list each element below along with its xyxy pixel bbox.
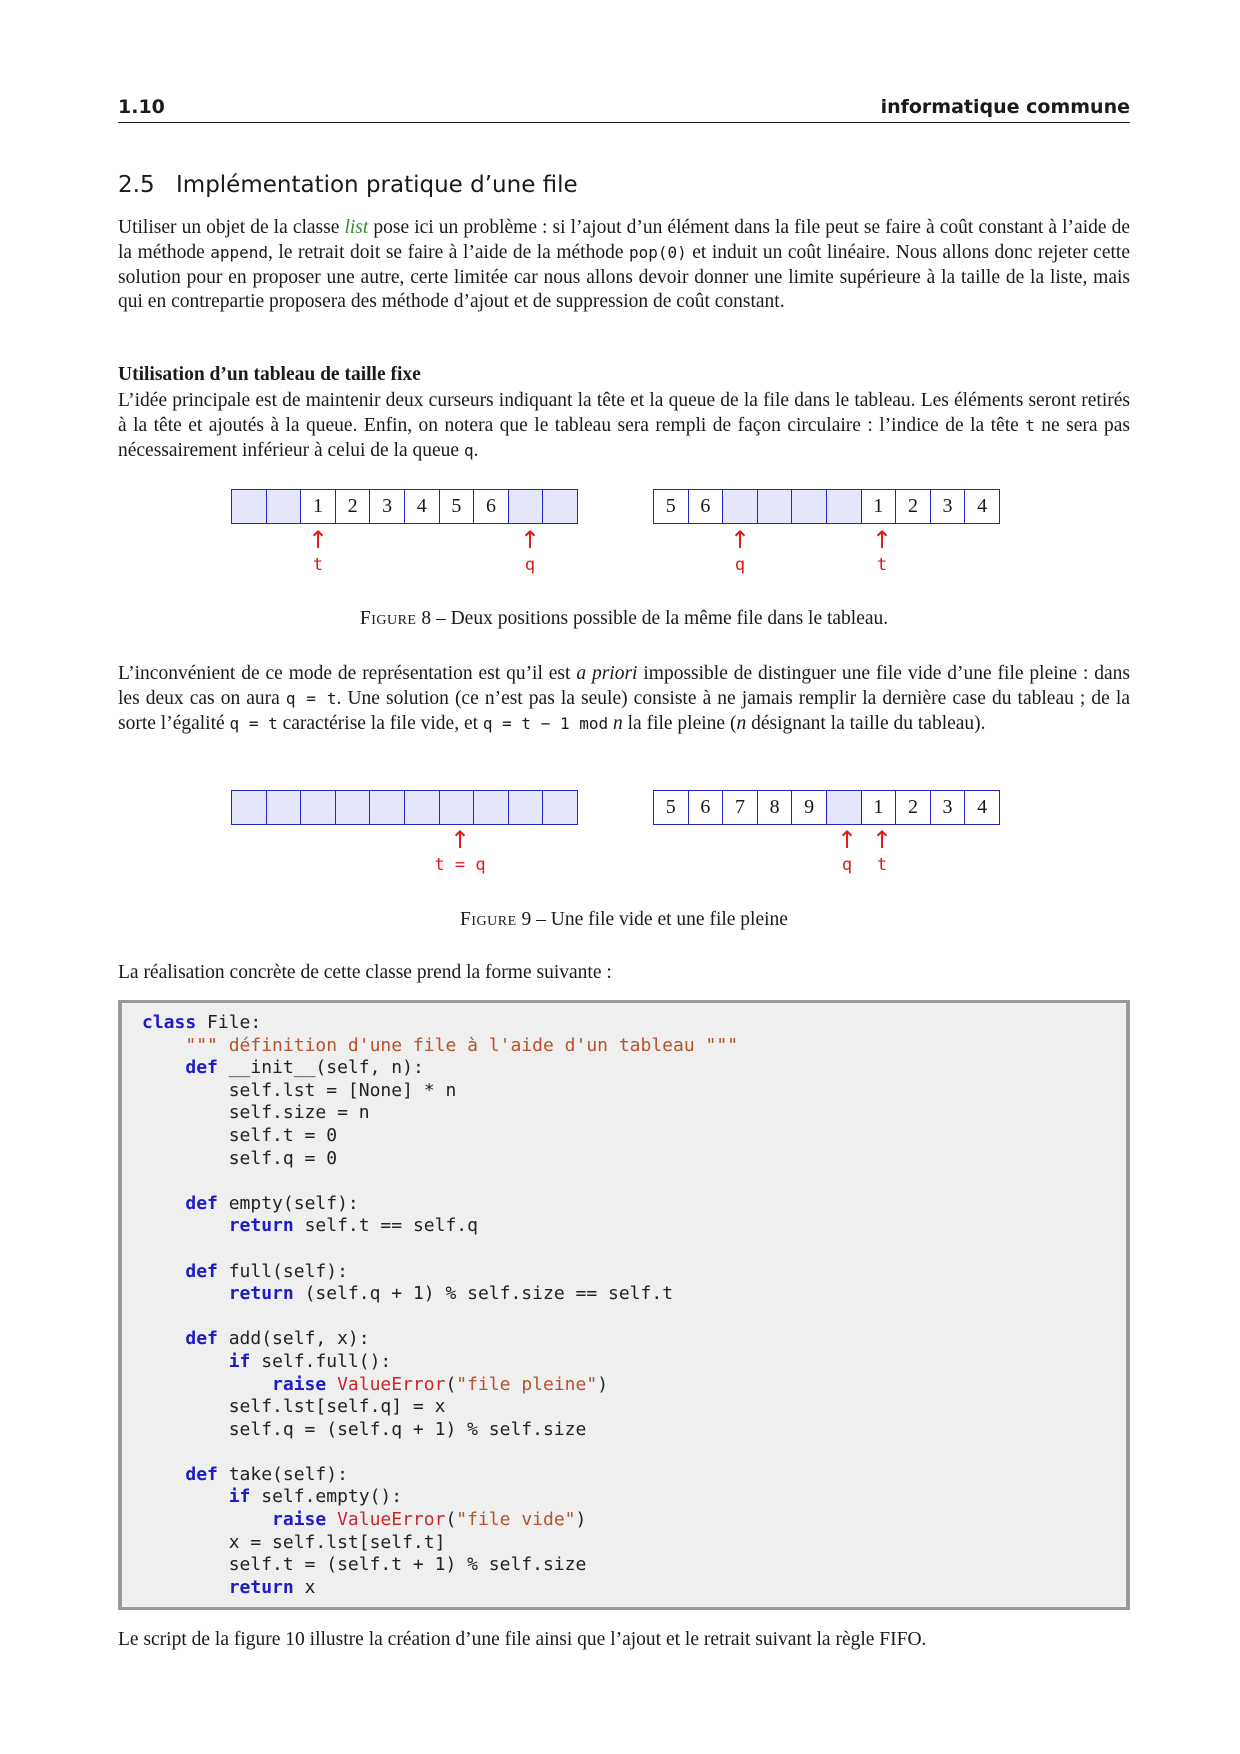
intro-paragraph — [118, 216, 1130, 315]
text-run: Utiliser un objet de la classe — [118, 217, 345, 238]
array-cell — [508, 489, 544, 524]
figure8-pointer-t-1: ↑ t — [307, 526, 329, 575]
array-cell — [369, 790, 405, 825]
array-cell — [542, 489, 578, 524]
array-cell: 6 — [473, 489, 509, 524]
text-run: L’idée principale est de maintenir deux curseurs indiquant la tête et la queue de la file dans le tableau. Les éléments seront retirés à la tête et ajoutés à la queue. Enfin, on notera que le tableau sera rempli de façon circulaire : l’indice de la tête — [118, 390, 1130, 436]
code-listing — [118, 1000, 1130, 1610]
array-cell — [231, 790, 267, 825]
text-run: L’inconvénient de ce mode de représentation est qu’il est — [118, 663, 577, 684]
figure-label: Figure — [359, 608, 417, 629]
implementation-intro: La réalisation concrète de cette classe prend la forme suivante : — [118, 962, 612, 983]
array-cell: 3 — [930, 489, 966, 524]
subsection-title: Utilisation d’un tableau de taille fixe — [118, 364, 421, 385]
array-cell: 2 — [335, 489, 371, 524]
head-var: t — [1025, 415, 1035, 435]
array-cell — [266, 489, 302, 524]
array-cell: 9 — [791, 790, 827, 825]
text-run: caractérise la file vide, et — [277, 712, 483, 734]
figure9-pointer-t: ↑ t — [871, 826, 893, 875]
page-header — [118, 96, 1130, 123]
array-cell — [300, 790, 336, 825]
array-cell — [826, 489, 862, 524]
array-cell — [508, 790, 544, 825]
principle-paragraph — [118, 389, 1130, 463]
tail-var: q — [463, 440, 474, 460]
figure8-caption — [118, 608, 1130, 630]
array-cell: 3 — [369, 489, 405, 524]
n-italic: n — [613, 712, 623, 734]
array-cell — [473, 790, 509, 825]
a-priori-italic: a priori — [576, 663, 638, 684]
figure9-caption — [118, 909, 1130, 931]
drawback-paragraph — [118, 662, 1130, 736]
text-run: . Une solution (ce n’est pas la seule) consiste à ne jamais remplir la dernière case du tableau ; de la sorte l’égalité — [118, 687, 1130, 734]
figure8-pointer-q-2: ↑ q — [729, 526, 751, 575]
text-run: . — [473, 439, 479, 461]
figure8-pointer-t-2: ↑ t — [871, 526, 893, 575]
array-cell: 6 — [688, 790, 724, 825]
array-cell: 1 — [300, 489, 336, 524]
array-cell: 6 — [688, 489, 724, 524]
array-cell — [439, 790, 475, 825]
array-cell: 2 — [895, 790, 931, 825]
text-run: , le retrait doit se faire à l’aide de la méthode — [268, 241, 629, 263]
array-cell — [542, 790, 578, 825]
array-cell: 3 — [930, 790, 966, 825]
list-keyword: list — [344, 217, 369, 238]
header-section-number: 1.10 — [118, 96, 165, 118]
figure9-array-2 — [653, 790, 1000, 825]
section-title — [118, 172, 578, 198]
figure8-array-1 — [231, 489, 578, 524]
figure-label: Figure — [460, 909, 517, 930]
n-italic: n — [736, 712, 747, 734]
caption-text: 8 – Deux positions possible de la même file dans le tableau. — [416, 608, 889, 629]
array-cell: 2 — [895, 489, 931, 524]
figure9-array-1 — [231, 790, 578, 825]
array-cell — [722, 489, 758, 524]
figure9-pointer-q: ↑ q — [836, 826, 858, 875]
text-run: la file pleine ( — [622, 712, 737, 734]
text-run: impossible de distinguer une file vide d’une file pleine : dans les deux cas on aura — [118, 663, 1130, 709]
array-cell: 1 — [861, 489, 897, 524]
array-cell: 4 — [964, 489, 1000, 524]
array-cell — [231, 489, 267, 524]
figure8-array-2 — [653, 489, 1000, 524]
array-cell: 8 — [757, 790, 793, 825]
array-cell — [335, 790, 371, 825]
equality-code: q = t — [285, 688, 337, 708]
array-cell — [266, 790, 302, 825]
array-cell — [404, 790, 440, 825]
equality-code: q = t — [229, 713, 278, 733]
figure8-pointer-q-1: ↑ q — [519, 526, 541, 575]
pop-code: pop(0) — [628, 242, 687, 262]
array-cell: 1 — [861, 790, 897, 825]
text-run: et induit un coût linéaire. Nous allons donc rejeter cette solution pour en proposer une autre, certe limitée car nous allons devoir donner une limite supérieure à la taille de la liste, mais qui en contrepartie proposera des méthode d’ajout et de suppression de coût constant. — [118, 241, 1130, 313]
array-cell: 4 — [964, 790, 1000, 825]
array-cell — [826, 790, 862, 825]
array-cell: 5 — [653, 489, 689, 524]
text-run: désignant la taille du tableau). — [746, 712, 986, 734]
append-code: append — [210, 242, 269, 262]
array-cell: 4 — [404, 489, 440, 524]
text-run: ne sera pas nécessairement inférieur à celui de la queue — [118, 414, 1130, 461]
array-cell: 5 — [439, 489, 475, 524]
code-block: class File: """ définition d'une file à l'aide d'un tableau """ def __init__(self, n): self.lst = [None] * n self.size = n self.t = 0 self.q = 0 def empty(self): return self.t == self.q def full(self): return (self.q + 1) % self.size == self.t def add(self, x): if self.full(): raise ValueError("file pleine") self.lst[self.q] = x self.q = (self.q + 1) % self.size def take(self): if self.empty(): raise ValueError("file vide") x = self.lst[self.t] self.t = (self.t + 1) % self.size return x — [142, 1012, 739, 1598]
array-cell — [757, 489, 793, 524]
caption-text: 9 – Une file vide et une file pleine — [516, 909, 788, 930]
text-run: pose ici un problème : si l’ajout d’un élément dans la file peut se faire à coût constant à l’aide de la méthode — [118, 217, 1130, 263]
array-cell: 5 — [653, 790, 689, 825]
array-cell: 7 — [722, 790, 758, 825]
figure9-pointer-tq: ↑ t = q — [434, 826, 486, 875]
section-number: 2.5 — [118, 172, 155, 198]
section-title-text: Implémentation pratique d’une file — [176, 172, 578, 198]
array-cell — [791, 489, 827, 524]
header-course-title: informatique commune — [880, 96, 1130, 118]
modulo-code: q = t − 1 mod — [482, 713, 609, 733]
fifo-paragraph: Le script de la figure 10 illustre la création d’une file ainsi que l’ajout et le retrait suivant la règle FIFO. — [118, 1629, 927, 1650]
